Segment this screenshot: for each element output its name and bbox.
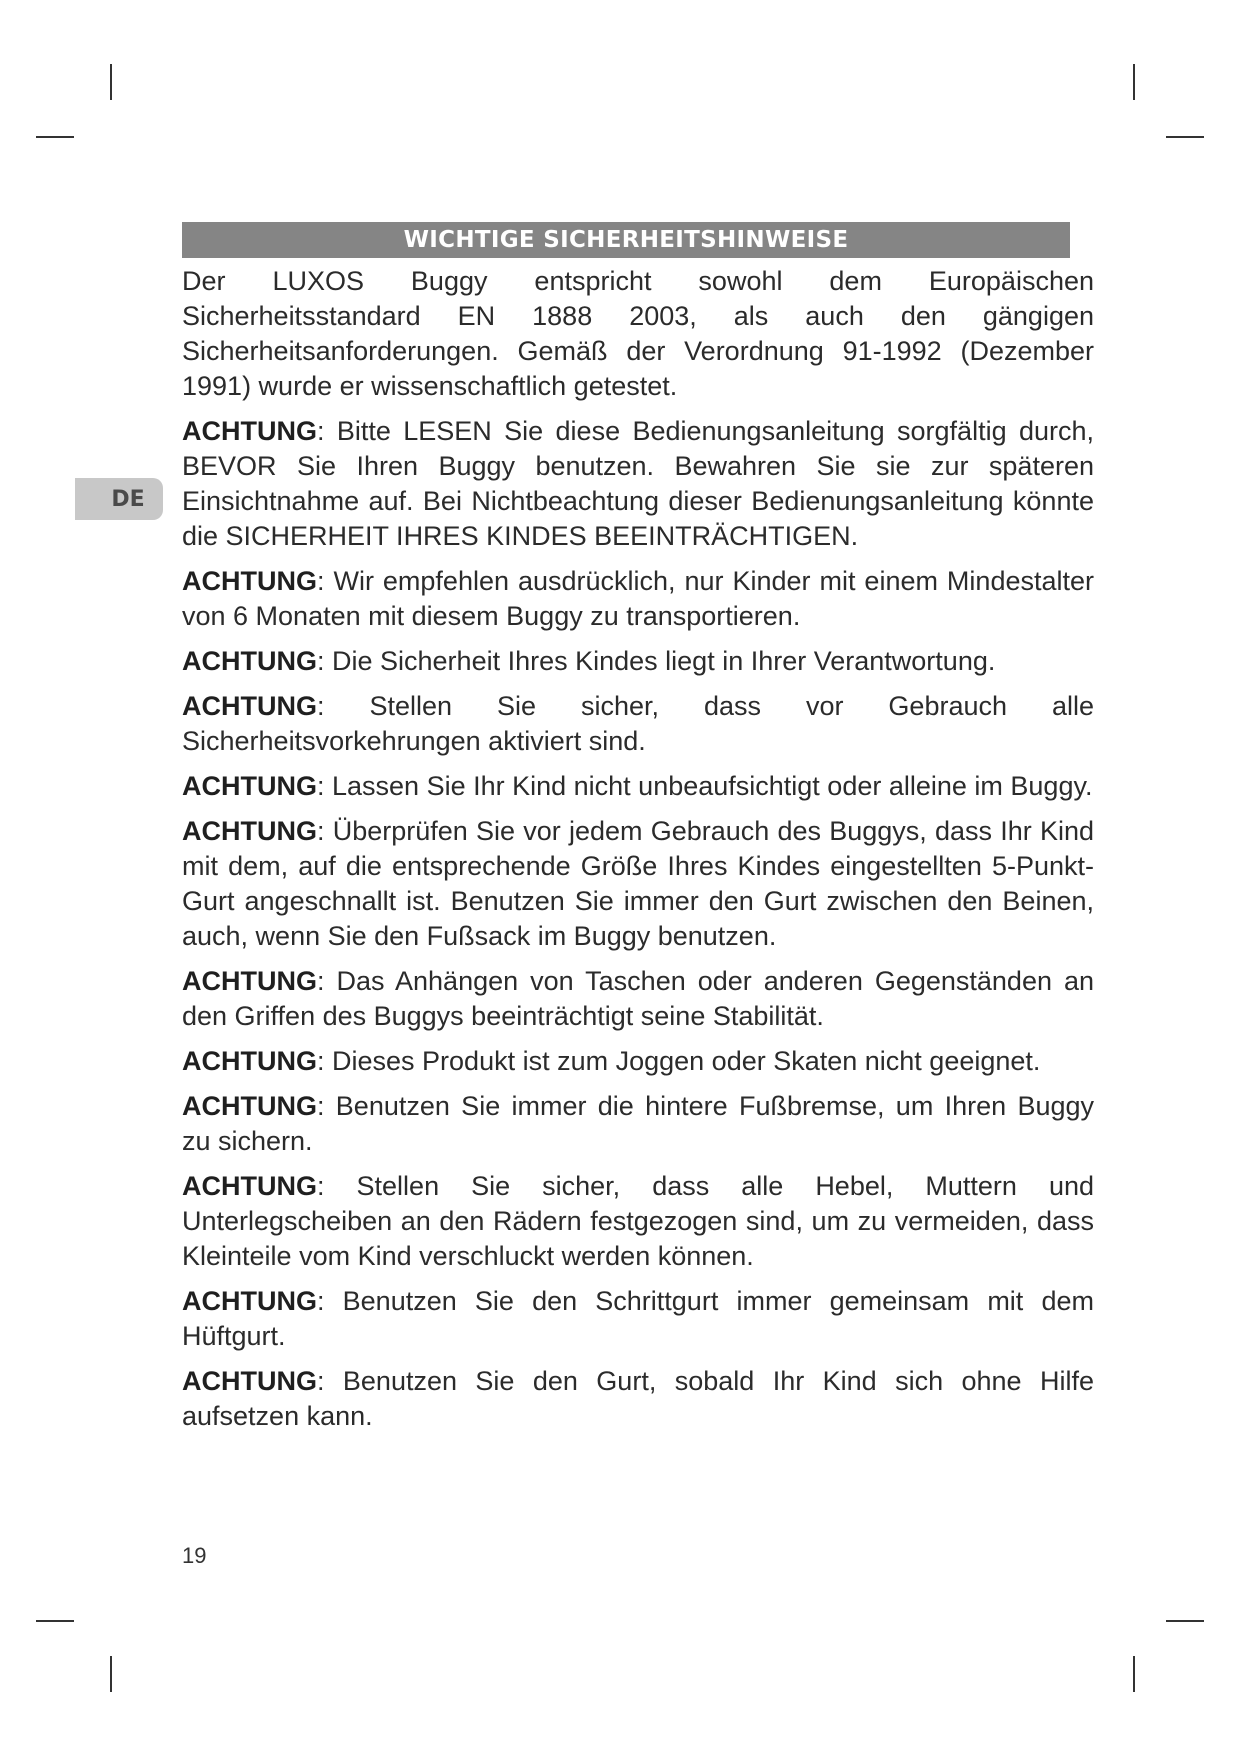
warning-label: ACHTUNG <box>182 1171 317 1201</box>
warning-label: ACHTUNG <box>182 646 317 676</box>
page-number: 19 <box>182 1543 207 1568</box>
warning-label: ACHTUNG <box>182 771 317 801</box>
crop-mark-top-right-horizontal <box>1166 136 1204 138</box>
warning-paragraph <box>182 414 1094 554</box>
crop-mark-bottom-right-vertical <box>1133 1656 1135 1692</box>
warning-paragraph <box>182 814 1094 954</box>
warning-paragraph <box>182 644 1094 679</box>
warning-text: : Stellen Sie sicher, dass alle Hebel, Muttern und Unterlegscheiben an den Rädern festgezogen sind, um zu vermeiden, dass Kleinteile vom Kind verschluckt werden können. <box>182 1171 1094 1271</box>
warning-text: : Stellen Sie sicher, dass vor Gebrauch alle Sicherheitsvorkehrungen aktiviert sind. <box>182 691 1094 756</box>
warning-paragraph <box>182 689 1094 759</box>
warning-text: : Benutzen Sie den Gurt, sobald Ihr Kind sich ohne Hilfe aufsetzen kann. <box>182 1366 1094 1431</box>
warning-label: ACHTUNG <box>182 1046 317 1076</box>
warning-text: : Überprüfen Sie vor jedem Gebrauch des Buggys, dass Ihr Kind mit dem, auf die entsprechende Größe Ihres Kindes eingestellten 5-Punkt-Gurt angeschnallt ist. Benutzen Sie immer den Gurt zwischen den Beinen, auch, wenn Sie den Fußsack im Buggy benutzen. <box>182 816 1094 951</box>
warning-text: : Dieses Produkt ist zum Joggen oder Skaten nicht geeignet. <box>317 1046 1041 1076</box>
warning-label: ACHTUNG <box>182 416 317 446</box>
warning-label: ACHTUNG <box>182 1091 317 1121</box>
warning-paragraph <box>182 1284 1094 1354</box>
warning-paragraph <box>182 564 1094 634</box>
warning-text: : Die Sicherheit Ihres Kindes liegt in Ihrer Verantwortung. <box>317 646 996 676</box>
crop-mark-top-left-vertical <box>110 64 112 100</box>
warning-label: ACHTUNG <box>182 816 317 846</box>
warning-text: : Benutzen Sie immer die hintere Fußbremse, um Ihren Buggy zu sichern. <box>182 1091 1094 1156</box>
section-heading-text: WICHTIGE SICHERHEITSHINWEISE <box>403 227 849 253</box>
section-heading <box>182 222 1070 258</box>
language-tab-label: DE <box>111 486 145 512</box>
crop-mark-top-left-horizontal <box>36 136 74 138</box>
warning-label: ACHTUNG <box>182 691 317 721</box>
warning-text: : Bitte LESEN Sie diese Bedienungsanleitung sorgfältig durch, BEVOR Sie Ihren Buggy benutzen. Bewahren Sie sie zur späteren Einsichtnahme auf. Bei Nichtbeachtung dieser Bedienungsanleitung könnte die SICHERHEIT IHRES KINDES BEEINTRÄCHTIGEN. <box>182 416 1094 551</box>
crop-mark-top-right-vertical <box>1133 64 1135 100</box>
language-tab <box>75 478 163 520</box>
warning-label: ACHTUNG <box>182 1366 317 1396</box>
warning-label: ACHTUNG <box>182 966 317 996</box>
crop-mark-bottom-left-horizontal <box>36 1620 74 1622</box>
warning-paragraph <box>182 1364 1094 1434</box>
warning-paragraph <box>182 964 1094 1034</box>
crop-mark-bottom-left-vertical <box>110 1656 112 1692</box>
warning-label: ACHTUNG <box>182 566 317 596</box>
warning-paragraph <box>182 1089 1094 1159</box>
warning-paragraph <box>182 769 1094 804</box>
warning-text: : Das Anhängen von Taschen oder anderen Gegenständen an den Griffen des Buggys beeinträchtigt seine Stabilität. <box>182 966 1094 1031</box>
document-body <box>182 222 1094 1444</box>
warning-label: ACHTUNG <box>182 1286 317 1316</box>
warning-paragraph <box>182 1169 1094 1274</box>
crop-mark-bottom-right-horizontal <box>1166 1620 1204 1622</box>
intro-paragraph: Der LUXOS Buggy entspricht sowohl dem Europäischen Sicherheitsstandard EN 1888 2003, als auch den gängigen Sicherheitsanforderungen. Gemäß der Verordnung 91-1992 (Dezember 1991) wurde er wissenschaftlich getestet. <box>182 266 1094 401</box>
warning-text: : Benutzen Sie den Schrittgurt immer gemeinsam mit dem Hüftgurt. <box>182 1286 1094 1351</box>
warning-text: : Lassen Sie Ihr Kind nicht unbeaufsichtigt oder alleine im Buggy. <box>317 771 1093 801</box>
warning-text: : Wir empfehlen ausdrücklich, nur Kinder mit einem Mindestalter von 6 Monaten mit diesem Buggy zu transportieren. <box>182 566 1094 631</box>
warning-paragraph <box>182 1044 1094 1079</box>
